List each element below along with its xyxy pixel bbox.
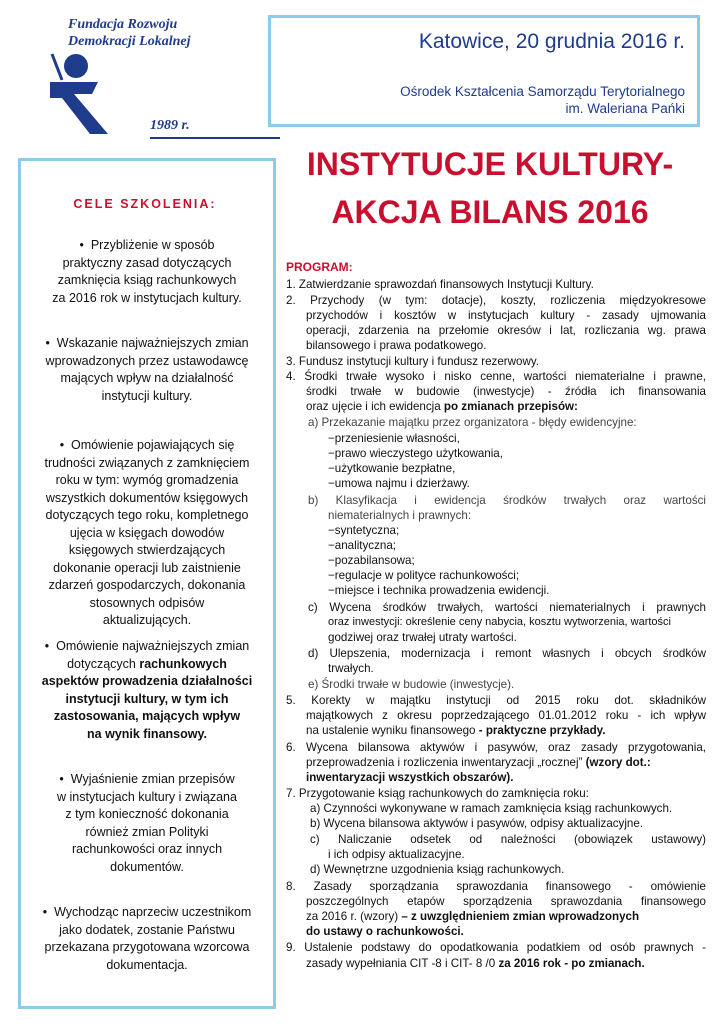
goal-item: • Przybliżenie w sposób praktyczny zasad dotyczących zamknięcia ksiąg rachunkowych za 2016 rok w instytucjach kultury.: [52, 238, 242, 305]
bullet: •: [42, 905, 48, 919]
training-goals-title: CELE SZKOLENIA:: [73, 197, 217, 211]
program-subitem: b) Klasyfikacja i ewidencja środków trwałych oraz wartości: [308, 494, 706, 507]
program-item: 4. Środki trwałe wysoko i nisko cenne, wartości niematerialne i prawne,: [286, 370, 706, 383]
organizer-patron: im. Waleriana Pańki: [565, 101, 685, 116]
program-item: 9. Ustalenie podstawy do opodatkowania podatkiem od osób prawnych -: [286, 941, 706, 954]
goal-item: • Wyjaśnienie zmian przepisów w instytucjach kultury i związana z tym konieczność dokonania również zmian Polityki rachunkowości oraz innych dokumentów.: [57, 772, 237, 874]
goal-item: • Wychodząc naprzeciw uczestnikom jako dodatek, zostanie Państwu przekazana przygotowana wzorcowa dokumentacja.: [42, 905, 252, 972]
logo-underline: [150, 137, 280, 139]
program-subitem: c) Wycena środków trwałych, wartości niematerialnych i prawnych: [308, 601, 706, 614]
program-subitem: d) Ulepszenia, modernizacja i remont własnych i obcych środków: [308, 647, 706, 660]
program-item: 7. Przygotowanie ksiąg rachunkowych do zamknięcia roku:: [286, 787, 589, 800]
document-date: Katowice, 20 grudnia 2016 r.: [418, 30, 685, 53]
program-subitem: a) Czynności wykonywane w ramach zamknięcia ksiąg rachunkowych.: [310, 802, 673, 815]
bullet: •: [45, 336, 50, 350]
bullet: •: [79, 238, 84, 252]
program-subitem: e) Środki trwałe w budowie (inwestycje).: [308, 678, 515, 691]
foundation-name: [68, 16, 268, 50]
foundation-logo-icon: [38, 48, 128, 138]
bullet: •: [59, 438, 65, 452]
program-item: 5. Korekty w majątku instytucji od 2015 roku dot. składników: [286, 694, 706, 707]
program-subitem: a) Przekazanie majątku przez organizatora - błędy ewidencyjne:: [308, 416, 637, 429]
program-item: 2. Przychody (w tym: dotacje), koszty, rozliczenia międzyokresowe: [286, 294, 706, 307]
bullet: •: [44, 639, 50, 653]
goal-item: • Omówienie najważniejszych zmian dotyczących rachunkowych aspektów prowadzenia działalności instytucji kultury, w tym ich zastosowania, mających wpływ na wynik finansowy.: [41, 639, 253, 741]
goal-item: • Omówienie pojawiających się trudności związanych z zamknięciem roku w tym: wymóg gromadzenia wszystkich dokumentów księgowych dotyczących tego roku, kompletnego ujęcia w księgach dowodów księgowych stwierdzających dokonanie operacji lub zaistnienie zdarzeń gospodarczych, dokonania stosownych odpisów aktualizujących.: [44, 438, 250, 627]
foundation-name-line2: Demokracji Lokalnej: [68, 34, 191, 49]
program-subitem: d) Wewnętrzne uzgodnienia ksiąg rachunkowych.: [310, 863, 565, 876]
page-title-line1: INSTYTUCJE KULTURY-: [306, 146, 674, 182]
goal-item: • Wskazanie najważniejszych zmian wprowadzonych przez ustawodawcę mających wpływ na działalność instytucji kultury.: [45, 336, 249, 403]
organizer-name: Ośrodek Kształcenia Samorządu Terytorialnego: [400, 84, 685, 99]
program-subitem: b) Wycena bilansowa aktywów i pasywów, odpisy aktualizacyjne.: [310, 817, 644, 830]
program-item: 6. Wycena bilansowa aktywów i pasywów, oraz zasady przygotowania,: [286, 741, 706, 754]
program-item: 3. Fundusz instytucji kultury i fundusz rezerwowy.: [286, 355, 540, 368]
page-title-line2: AKCJA BILANS 2016: [331, 194, 649, 230]
program-item: 1. Zatwierdzanie sprawozdań finansowych Instytucji Kultury.: [286, 278, 594, 291]
program-item: 8. Zasady sporządzania sprawozdania finansowego - omówienie: [286, 880, 706, 893]
bullet: •: [59, 772, 64, 786]
program-subitem: c) Naliczanie odsetek od należności (obowiązek ustawowy): [310, 833, 706, 846]
program-label: PROGRAM:: [286, 260, 353, 274]
foundation-year: 1989 r.: [150, 118, 190, 133]
foundation-name-line1: Fundacja Rozwoju: [68, 17, 178, 32]
